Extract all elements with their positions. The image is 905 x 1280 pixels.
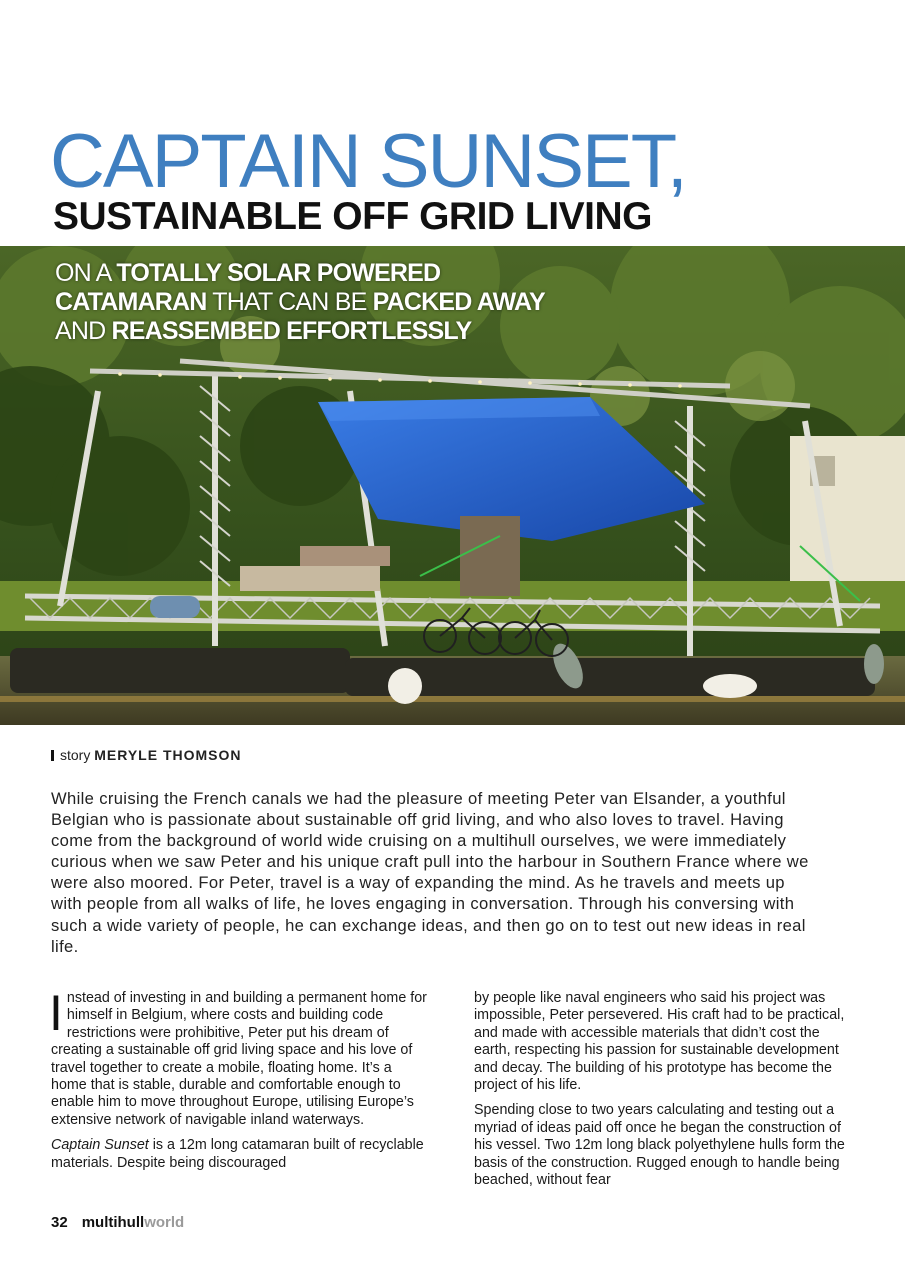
vessel-name: Captain Sunset xyxy=(51,1137,149,1154)
body-paragraph xyxy=(49,985,431,1129)
body-column-left xyxy=(49,985,431,1180)
body-paragraph xyxy=(51,1137,431,1172)
subhead-line2-bold: CATAMARAN xyxy=(55,288,207,316)
article-title: CAPTAIN SUNSET, xyxy=(50,119,686,204)
body-text: nstead of investing in and building a permanent home for himself in Belgium, where costs and building code restrictions were prohibitive, Peter put his dream of creating a sustainable off grid living space and his love of travel together to create a mobile, floating home. It’s a home that is stable, durable and comfortable enough to enable him to move throughout Europe, utilising Europe’s extensive network of navigable inland waterways. xyxy=(51,990,427,1128)
byline-marker xyxy=(51,750,54,761)
subhead-line1-bold: TOTALLY SOLAR POWERED xyxy=(116,259,441,287)
magazine-brand-light: world xyxy=(144,1214,185,1231)
subhead-line2-light: THAT CAN BE xyxy=(206,288,373,316)
article-subtitle: SUSTAINABLE OFF GRID LIVING xyxy=(53,195,652,238)
subhead-line1-light: ON A xyxy=(55,259,117,287)
magazine-brand-bold: multihull xyxy=(81,1214,145,1231)
body-column-right xyxy=(474,990,854,1197)
body-paragraph: by people like naval engineers who said his project was impossible, Peter persevered. His craft had to be practical, and made with accessible materials that didn’t cost the earth, respecting his passion for sustainable development and decay. The building of his prototype has become the project of his life. xyxy=(474,990,845,1094)
byline xyxy=(51,747,242,763)
byline-author: MERYLE THOMSON xyxy=(94,747,242,763)
byline-prefix: story xyxy=(60,747,91,763)
page-number: 32 xyxy=(51,1214,68,1231)
page-footer xyxy=(51,1214,184,1231)
subhead-line3-bold: REASSEMBED EFFORTLESSLY xyxy=(111,317,472,345)
intro-paragraph: While cruising the French canals we had the pleasure of meeting Peter van Elsander, a youthful Belgian who is passionate about sustainable off grid living, and who also loves to travel. Having come from the background of world wide cruising on a multihull ourselves, we were immediately curious when we saw Peter and his unique craft pull into the harbour in Southern France where we were also moored. For Peter, travel is a way of expanding the mind. As he travels and meets up with people from all walks of life, he loves engaging in conversation. Through his conversing with such a wide variety of people, he can exchange ideas, and then go on to test out new ideas in real life. xyxy=(51,789,809,956)
body-paragraph: Spending close to two years calculating and testing out a myriad of ideas paid off once he began the construction of his vessel. Two 12m long black polyethylene hulls form the basis of the construction. Rugged enough to handle being beached, without fear xyxy=(474,1102,845,1189)
subhead-line3-light: AND xyxy=(55,317,112,345)
body-text: is a 12m long catamaran built of recyclable materials. Despite being discouraged xyxy=(51,1137,424,1171)
drop-cap: I xyxy=(49,985,63,1041)
subhead-line2-bold2: PACKED AWAY xyxy=(372,288,545,316)
article-subhead xyxy=(55,259,545,346)
